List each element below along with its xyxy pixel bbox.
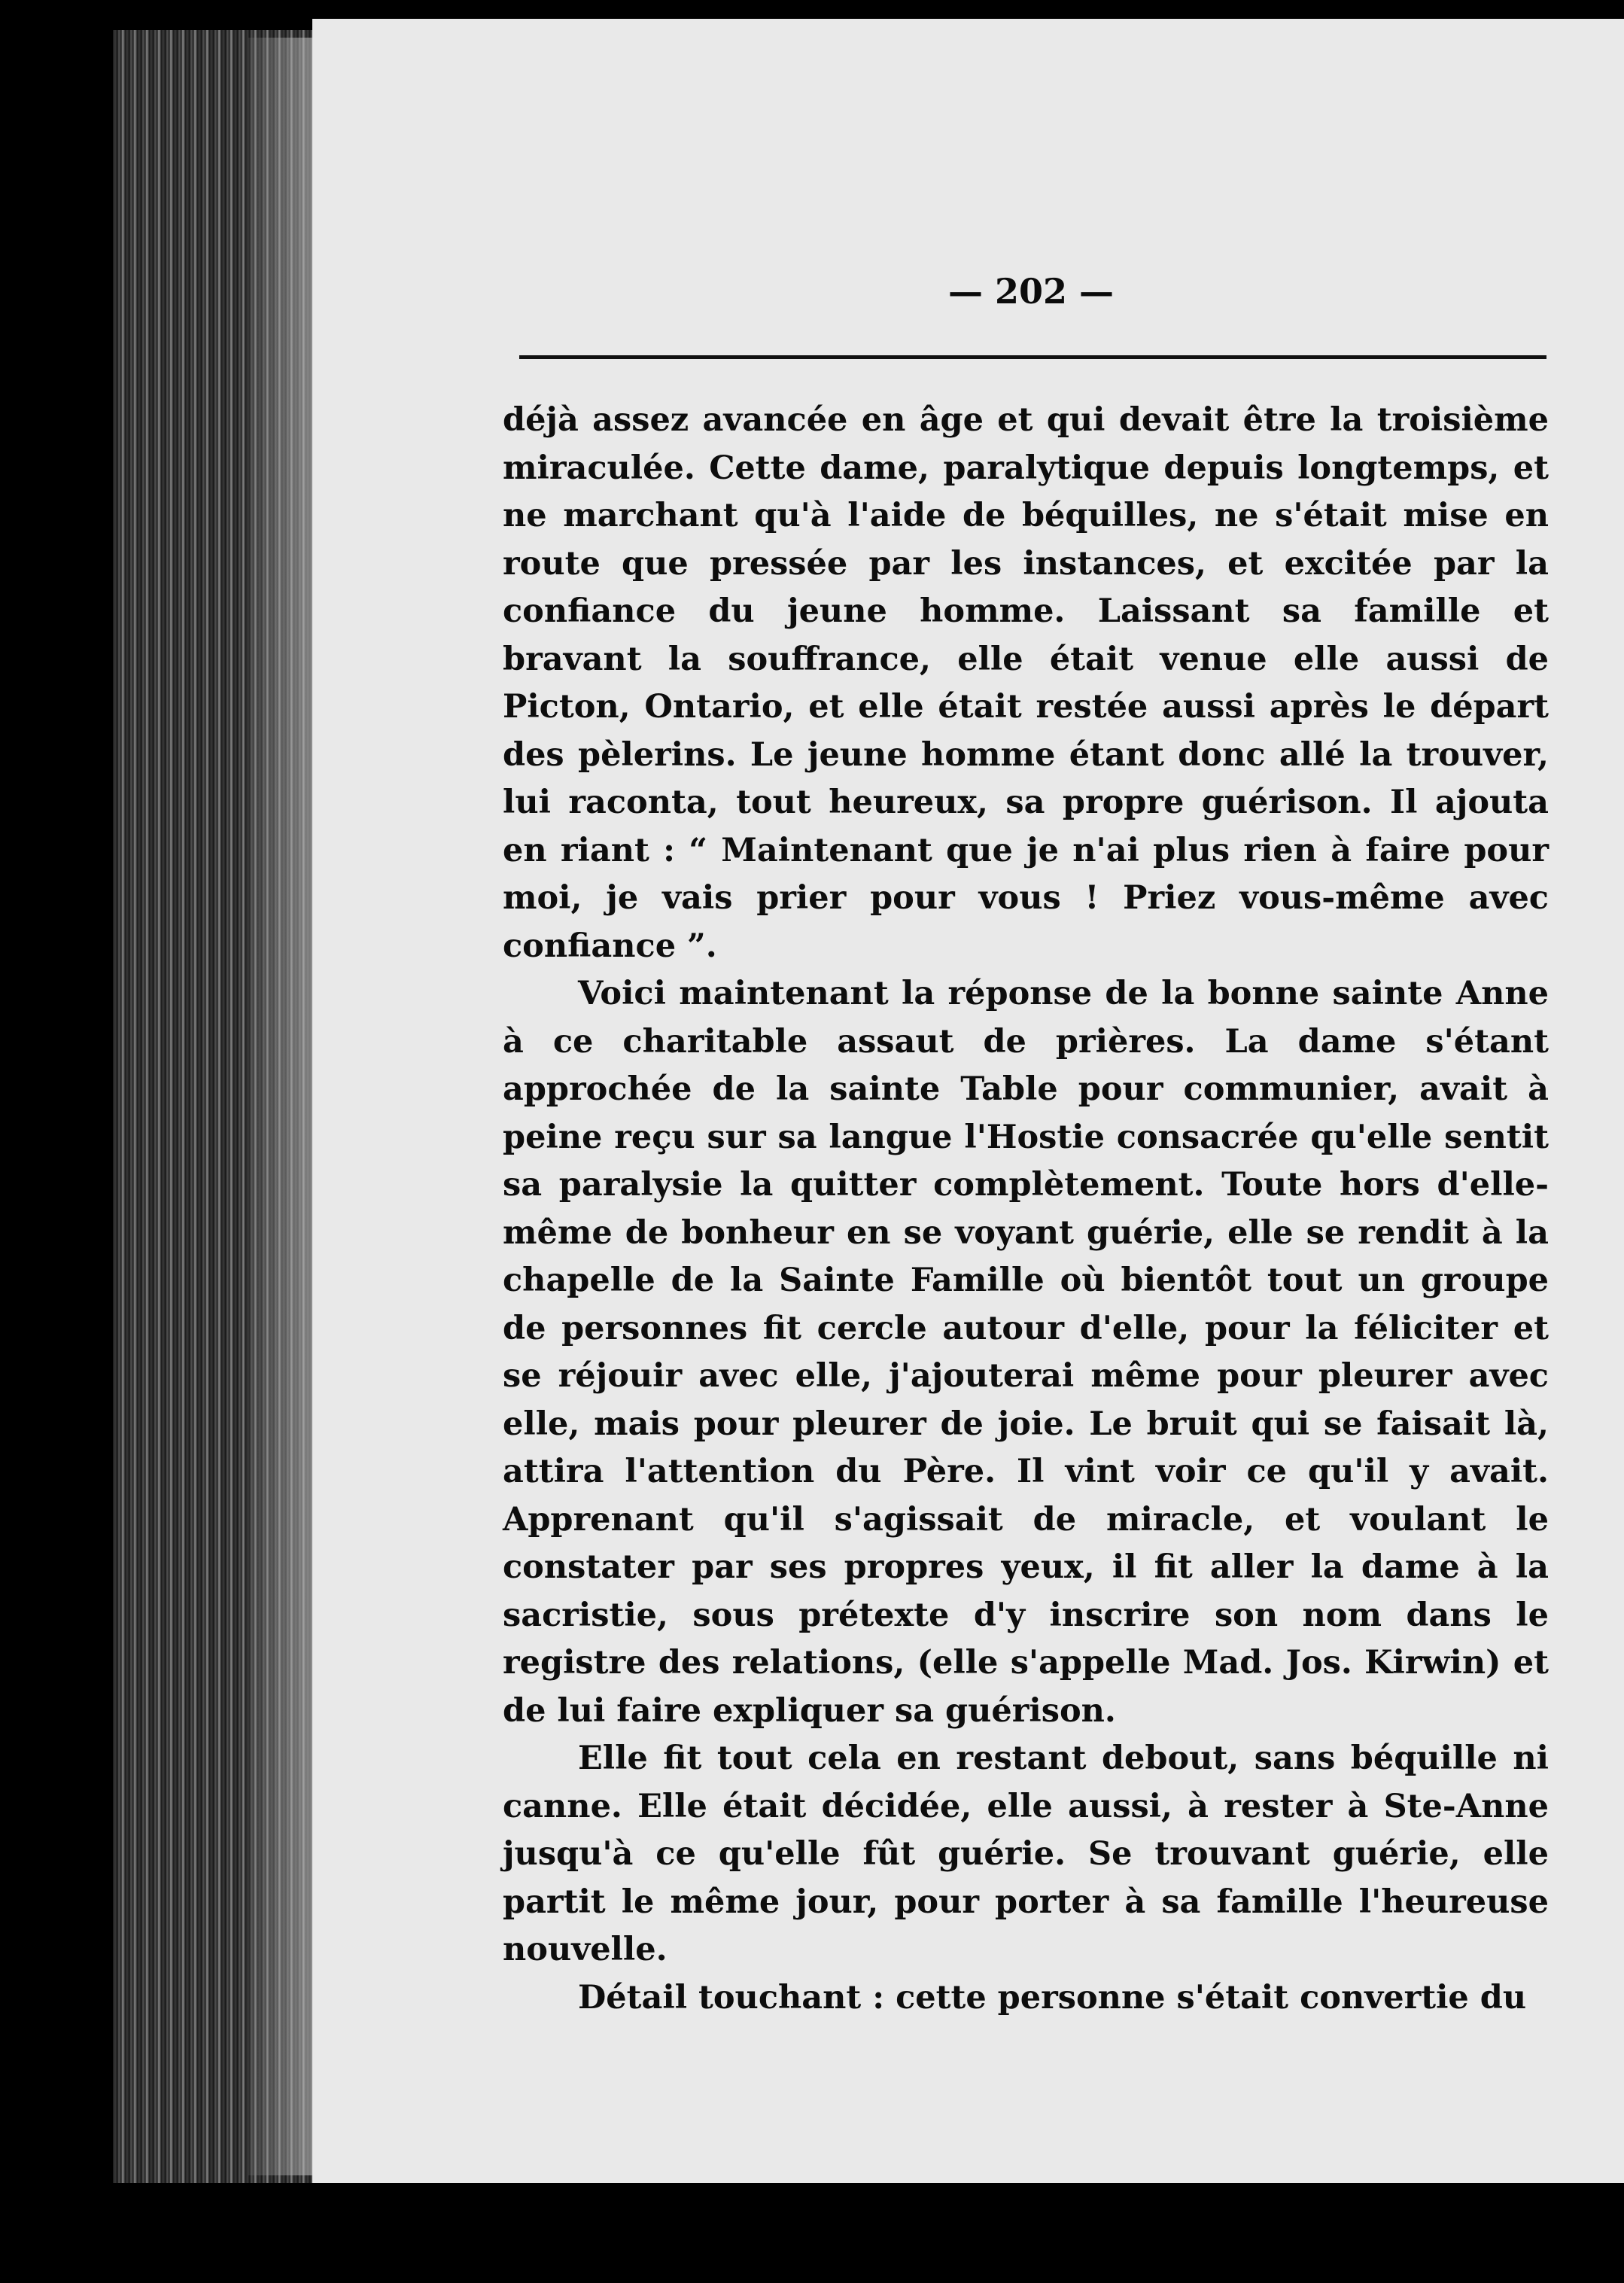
paragraph-1: déjà assez avancée en âge et qui devait être la troisième miraculée. Cette dame, paralytique depuis longtemps, et ne marchant qu'à l'aide de béquilles, ne s'était mise en route que pressée par les instances, et excitée par la confiance du jeune homme. Laissant sa famille et bravant la souffrance, elle était venue elle aussi de Picton, Ontario, et elle était restée aussi après le départ des pèlerins. Le jeune homme étant donc allé la trouver, lui raconta, tout heureux, sa propre guérison. Il ajouta en riant : “ Maintenant que je n'ai plus rien à faire pour moi, je vais prier pour vous ! Priez vous-même avec confiance ”. xyxy=(503,401,1549,965)
header-rule xyxy=(519,355,1546,359)
paragraph-3: Elle fit tout cela en restant debout, sans béquille ni canne. Elle était décidée, elle aussi, à rester à Ste-Anne jusqu'à ce qu'elle fût guérie. Se trouvant guérie, elle partit le même jour, pour porter à sa famille l'heureuse nouvelle. xyxy=(503,1740,1549,1968)
paragraph-2: Voici maintenant la réponse de la bonne sainte Anne à ce charitable assaut de prières. La dame s'étant approchée de la sainte Table pour communier, avait à peine reçu sur sa langue l'Hostie consacrée qu'elle sentit sa paralysie la quitter complètement. Toute hors d'elle-même de bonheur en se voyant guérie, elle se rendit à la chapelle de la Sainte Famille où bientôt tout un groupe de personnes fit cercle autour d'elle, pour la féliciter et se réjouir avec elle, j'ajouterai même pour pleurer avec elle, mais pour pleurer de joie. Le bruit qui se faisait là, attira l'attention du Père. Il vint voir ce qu'il y avait. Apprenant qu'il s'agissait de miracle, et voulant le constater par ses propres yeux, il fit aller la dame à la sacristie, sous prétexte d'y inscrire son nom dans le registre des relations, (elle s'appelle Mad. Jos. Kirwin) et de lui faire expliquer sa guérison. xyxy=(503,975,1549,1730)
bottom-shadow xyxy=(113,2183,1624,2283)
paragraph-4: Détail touchant : cette personne s'était convertie du xyxy=(578,1978,1527,2017)
body-text xyxy=(503,397,1549,2022)
page-number: — 202 — xyxy=(948,271,1115,312)
